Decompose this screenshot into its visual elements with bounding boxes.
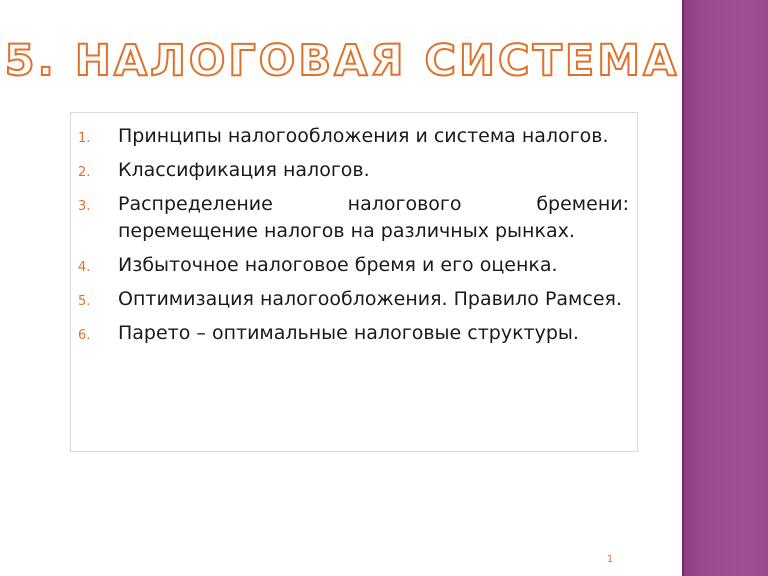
- item-text: Избыточное налоговое бремя и его оценка.: [118, 254, 558, 276]
- side-bar: [684, 0, 768, 576]
- content-box: [70, 112, 638, 452]
- list-item: [71, 320, 637, 347]
- list-item: [71, 157, 637, 184]
- item-number: 4.: [78, 260, 91, 275]
- item-number: 1.: [78, 131, 91, 146]
- item-text: Принципы налогообложения и система налогов.: [118, 125, 609, 147]
- list-item: [71, 286, 637, 313]
- item-text: Парето – оптимальные налоговые структуры.: [118, 322, 579, 344]
- list-item: [71, 191, 637, 245]
- list-item: [71, 252, 637, 279]
- item-text: Оптимизация налогообложения. Правило Рамсея.: [118, 288, 622, 310]
- slide-title: 5. НАЛОГОВАЯ СИСТЕМА: [4, 36, 680, 86]
- item-text: Распределение налогового бремени: перемещение налогов на различных рынках.: [118, 193, 629, 242]
- item-number: 6.: [78, 328, 91, 343]
- item-number: 2.: [78, 165, 91, 180]
- item-text: Классификация налогов.: [118, 159, 370, 181]
- page-number: 1: [606, 554, 614, 565]
- item-number: 5.: [78, 294, 91, 309]
- item-number: 3.: [78, 199, 91, 214]
- list-item: [71, 123, 637, 150]
- item-list: [71, 123, 637, 354]
